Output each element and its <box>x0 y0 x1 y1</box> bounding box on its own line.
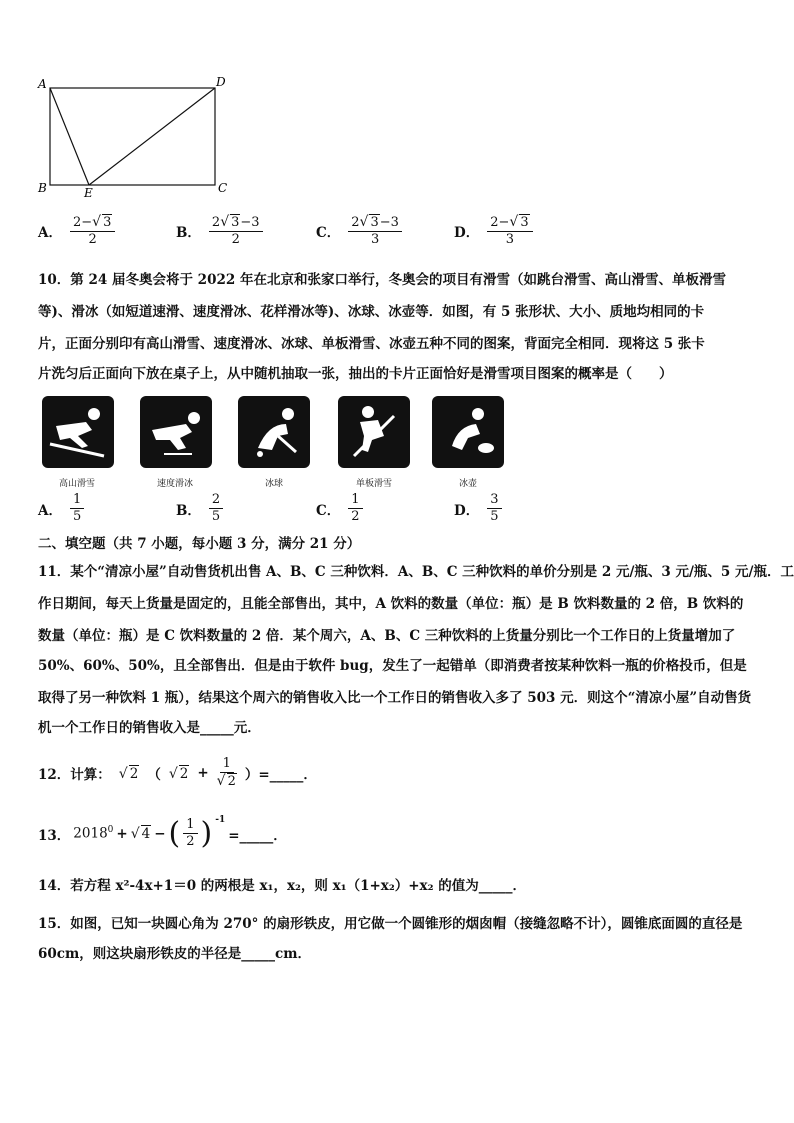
q15-line-1: 15．如图，已知一块圆心角为 270° 的扇形铁皮，用它做一个圆锥形的烟囱帽（接缝忽略不计），圆锥底面圆的直径是 <box>38 916 743 932</box>
rectangle-figure <box>30 70 240 200</box>
curling-icon <box>432 396 504 468</box>
q11-line-4: 50%、60%、50%，且全部售出．但是由于软件 bug，发生了一起错单（即消费者按某种饮料一瓶的价格投币，但是 <box>38 658 747 674</box>
q10-line-4: 片洗匀后正面向下放在桌子上，从中随机抽取一张，抽出的卡片正面恰好是滑雪项目图案的概率是（ ） <box>38 366 673 382</box>
q10-line-2: 等)、滑冰（如短道速滑、速度滑冰、花样滑冰等)、冰球、冰壶等．如图，有 5 张形状、大小、质地均相同的卡 <box>38 304 705 320</box>
q10-line-3: 片，正面分别印有高山滑雪、速度滑冰、冰球、单板滑雪、冰壶五种不同的图案，背面完全相同．现将这 5 张卡 <box>38 336 705 352</box>
q10-option-a[interactable]: A． $\frac{1}{5}$ <box>38 492 84 525</box>
label-e: E <box>84 186 93 200</box>
q11-line-5: 取得了另一种饮料 1 瓶），结果这个周六的销售收入比一个工作日的销售收入多了 503 元．则这个“清凉小屋”自动售货 <box>38 690 752 706</box>
speed-skating-card <box>140 396 212 468</box>
label-b: B <box>38 181 47 195</box>
q9-option-b[interactable]: B． $\frac{2√ 3-3}{2}$ <box>176 214 263 248</box>
q12: 12．计算： √ 2 （ √ 2 + $\frac{1}{√ 2}$ ）=_____． <box>38 756 317 789</box>
q10-option-b[interactable]: B． $\frac{2}{5}$ <box>176 492 223 525</box>
q11-line-2: 作日期间，每天上货量是固定的，且能全部售出，其中，A 饮料的数量（单位：瓶）是 B 饮料数量的 2 倍，B 饮料的 <box>38 596 744 612</box>
q9-option-c[interactable]: C． $\frac{2√ 3-3}{3}$ <box>316 214 402 248</box>
q14: 14．若方程 x²-4x+1＝0 的两根是 x₁，x₂，则 x₁（1+x₂）+x₂ 的值为_____． <box>38 878 526 894</box>
ice-hockey-icon <box>238 396 310 468</box>
q9-option-a[interactable]: A． $\frac{2-√ 3}{2}$ <box>38 214 115 248</box>
snowboard-icon <box>338 396 410 468</box>
q10-line-1: 10．第 24 届冬奥会将于 2022 年在北京和张家口举行，冬奥会的项目有滑雪（如跳台滑雪、高山滑雪、单板滑雪 <box>38 272 726 288</box>
alpine-skiing-card <box>42 396 114 468</box>
label-d: D <box>216 75 226 89</box>
q15-line-2: 60cm，则这块扇形铁皮的半径是_____cm． <box>38 946 312 962</box>
curling-card <box>432 396 504 468</box>
ice-hockey-card <box>238 396 310 468</box>
card-label: 单板滑雪 <box>355 479 392 489</box>
card-label: 高山滑雪 <box>58 479 95 489</box>
q11-line-6: 机一个工作日的销售收入是_____元． <box>38 720 261 736</box>
q13: 13． 2018$^0$ + √ 4 − ( $\frac{1}{2}$ ) $^{-1}$ =_____． <box>38 814 287 851</box>
alpine-skiing-icon <box>42 396 114 468</box>
card-label: 冰壶 <box>458 479 477 489</box>
snowboard-card <box>338 396 410 468</box>
q10-option-c[interactable]: C． $\frac{1}{2}$ <box>316 492 363 525</box>
label-c: C <box>218 181 228 195</box>
q9-option-d[interactable]: D． $\frac{2-√ 3}{3}$ <box>454 214 533 248</box>
speed-skating-icon <box>140 396 212 468</box>
card-label: 冰球 <box>264 479 283 489</box>
q11-line-3: 数量（单位：瓶）是 C 饮料数量的 2 倍．某个周六，A、B、C 三种饮料的上货量分别比一个工作日的上货量增加了 <box>38 628 736 644</box>
label-a: A <box>38 77 47 91</box>
card-label: 速度滑冰 <box>156 479 193 489</box>
q11-line-1: 11．某个“清凉小屋”自动售货机出售 A、B、C 三种饮料．A、B、C 三种饮料的单价分别是 2 元/瓶、3 元/瓶、5 元/瓶．工 <box>38 564 794 580</box>
q10-option-d[interactable]: D． $\frac{3}{5}$ <box>454 492 502 525</box>
section-heading: 二、填空题（共 7 小题，每小题 3 分，满分 21 分） <box>38 536 361 552</box>
